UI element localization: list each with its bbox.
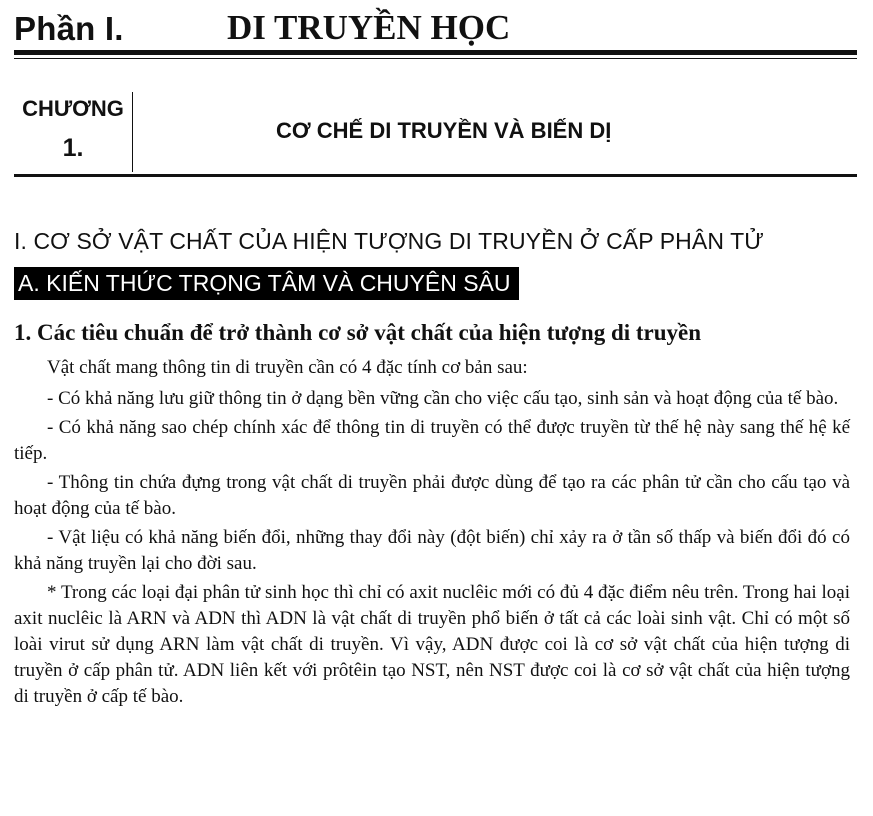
chapter-title: CƠ CHẾ DI TRUYỀN VÀ BIẾN DỊ [276,118,612,143]
chapter-rule [14,174,857,177]
body-text [14,355,850,713]
chapter-box [14,92,133,172]
paragraph: - Thông tin chứa đựng trong vật chất di truyền phải được dùng để tạo ra các phân tử cần cho cấu tạo và hoạt động của tế bào. [14,472,850,519]
sub-heading: 1. Các tiêu chuẩn để trở thành cơ sở vật chất của hiện tượng di truyền [14,320,702,345]
header-rule-thick [14,50,857,55]
paragraph: - Có khả năng lưu giữ thông tin ở dạng bền vững cần cho việc cấu tạo, sinh sản và hoạt động của tế bào. [47,388,839,409]
paragraph: * Trong các loại đại phân tử sinh học thì chỉ có axit nuclêic mới có đủ 4 đặc điểm nêu trên. Trong hai loại axit nuclêic là ARN và ADN thì ADN là vật chất di truyền phổ biến ở tất cả các loài sinh vật. Chỉ có một số loài virut sử dụng ARN làm vật chất di truyền. Vì vậy, ADN được coi là cơ sở vật chất của hiện tượng di truyền ở cấp phân tử. ADN liên kết với prôtêin tạo NST, nên NST được coi là cơ sở vật chất của hiện tượng di truyền ở cấp tế bào. [14,582,850,707]
paragraph: - Có khả năng sao chép chính xác để thông tin di truyền có thể được truyền từ thế hệ này sang thế hệ kế tiếp. [14,417,850,464]
paragraph: - Vật liệu có khả năng biến đổi, những thay đổi này (đột biến) chỉ xảy ra ở tần số thấp và biến đổi đó có khả năng truyền lại cho đời sau. [14,527,850,574]
section-title: I. CƠ SỞ VẬT CHẤT CỦA HIỆN TƯỢNG DI TRUYỀN Ở CẤP PHÂN TỬ [14,228,765,254]
part-label: Phần I. [14,10,124,47]
paragraph-intro: Vật chất mang thông tin di truyền cần có 4 đặc tính cơ bản sau: [47,357,528,378]
part-name: DI TRUYỀN HỌC [227,8,511,47]
header-rule-thin [14,58,857,59]
chapter-label: CHƯƠNG [22,96,124,121]
chapter-number: 1. [62,134,84,162]
block-heading: A. KIẾN THỨC TRỌNG TÂM VÀ CHUYÊN SÂU [14,267,519,300]
